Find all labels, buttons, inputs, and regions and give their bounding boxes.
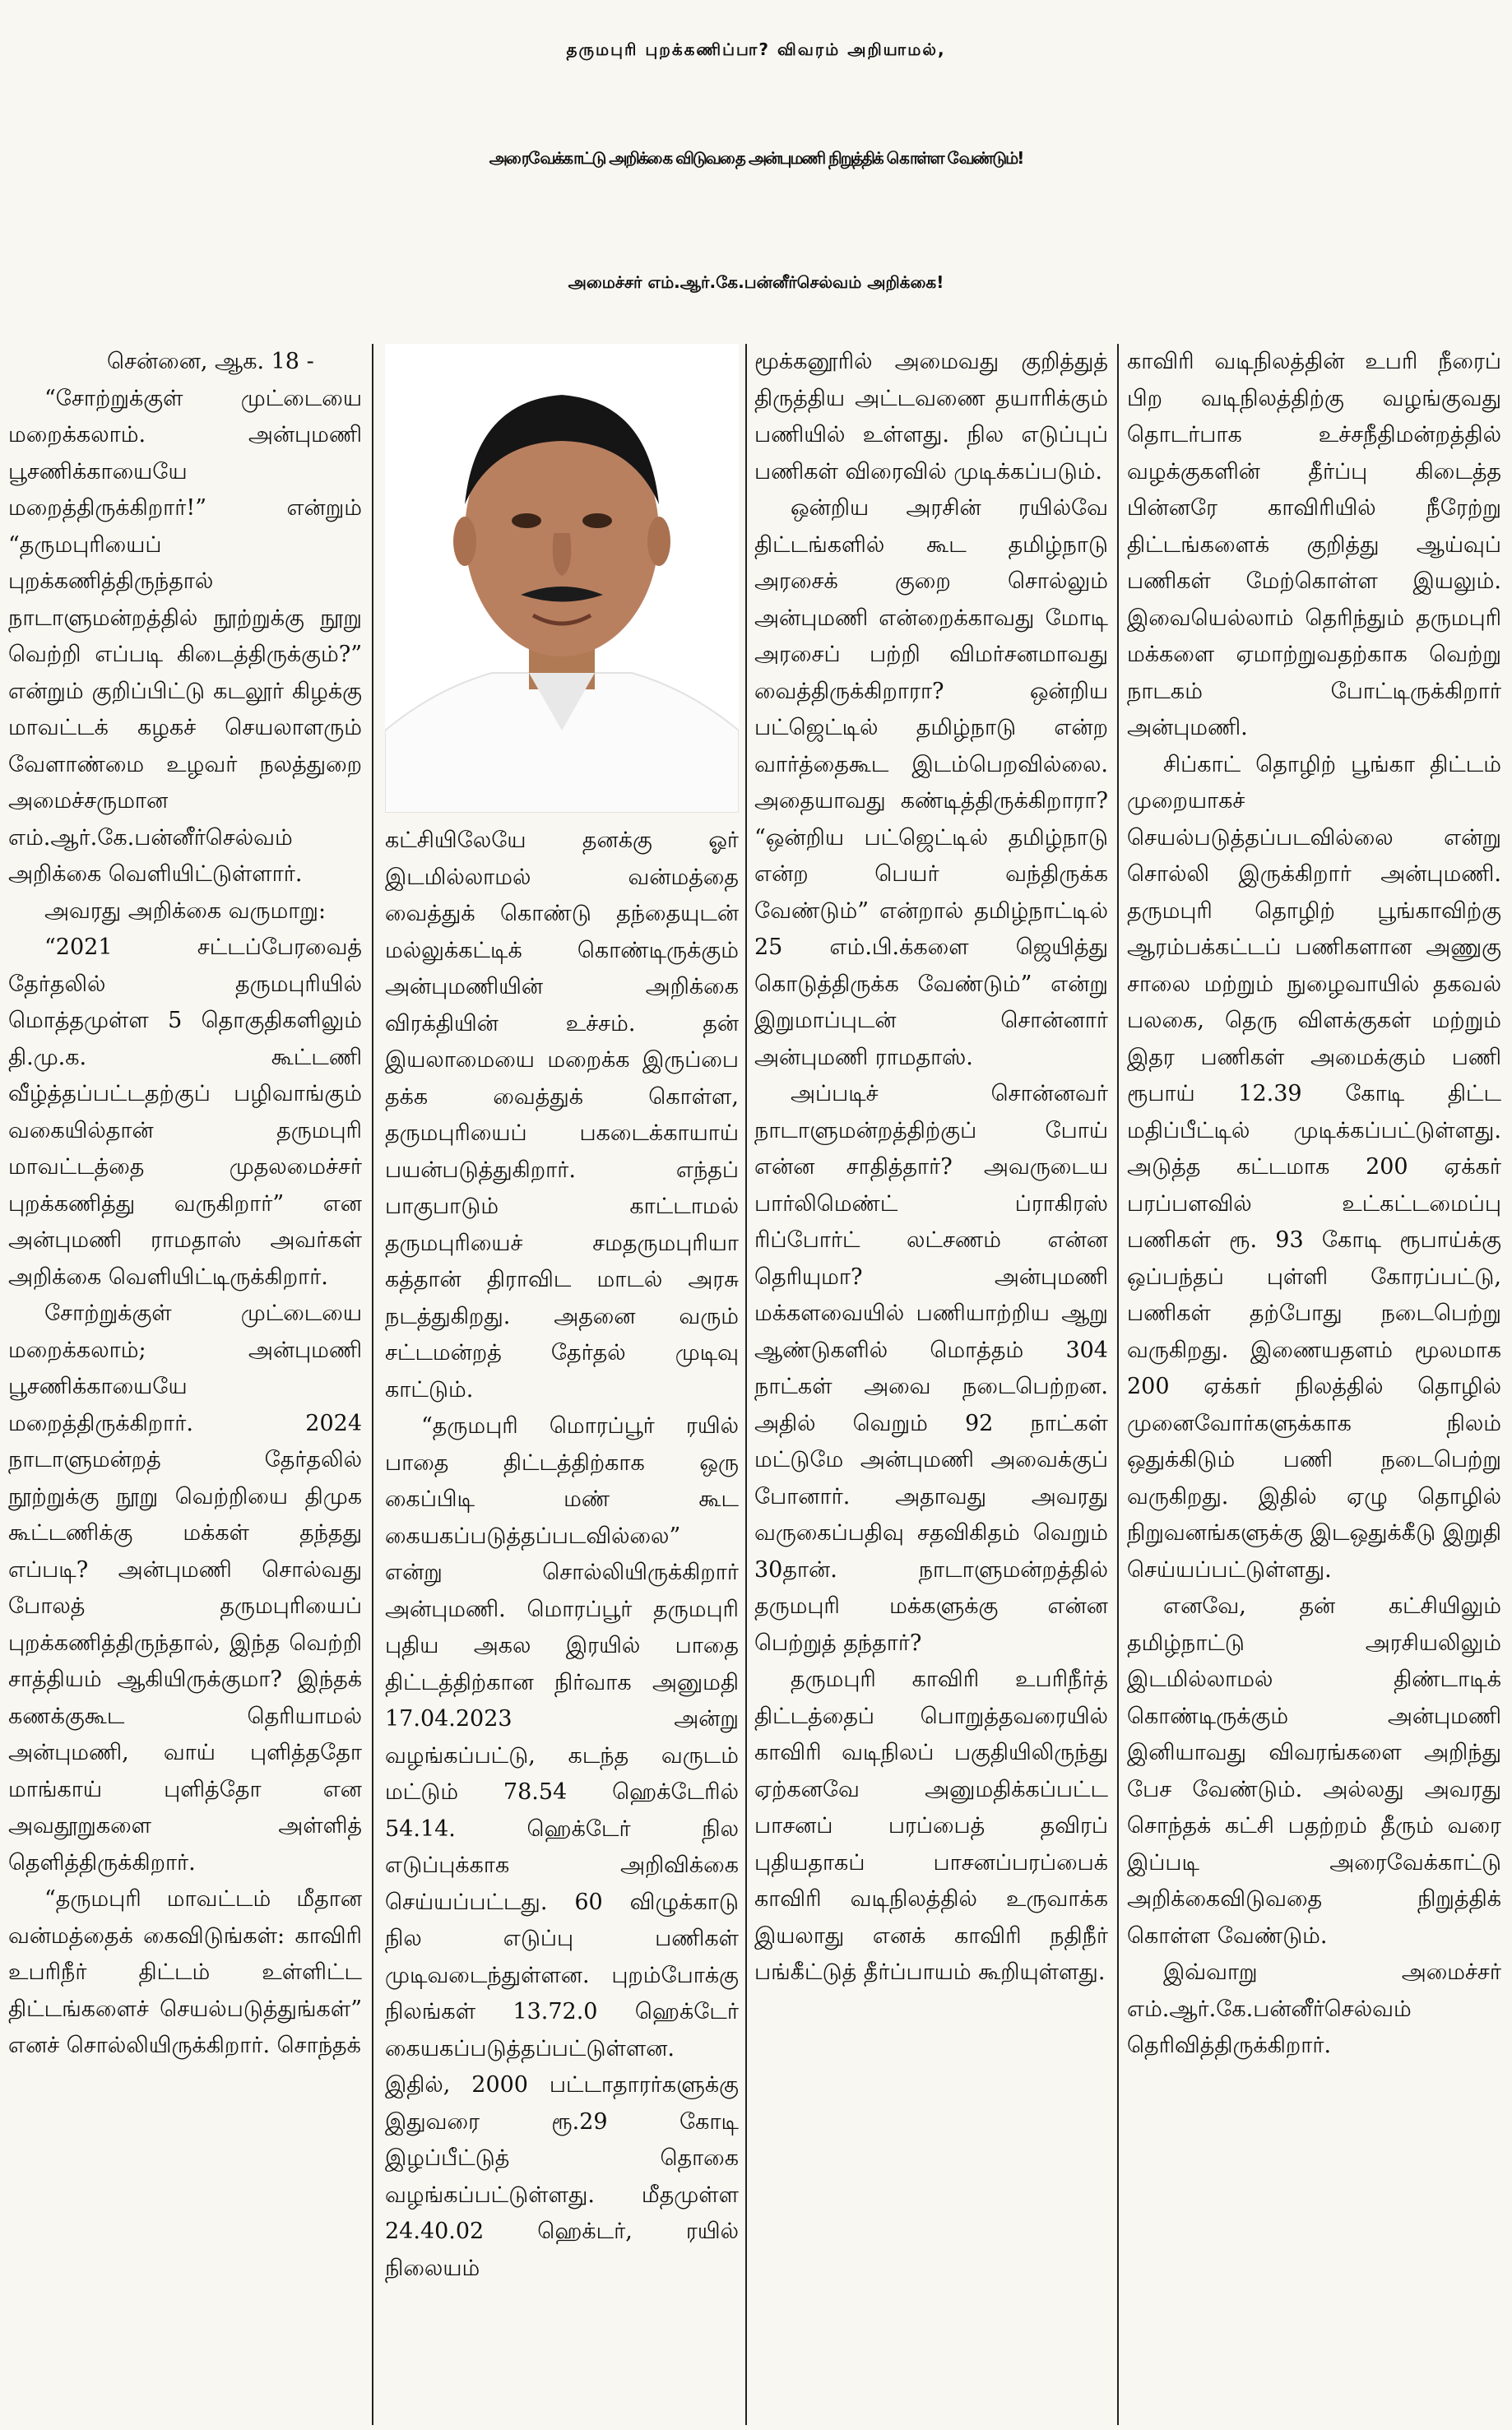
paragraph: அவரது அறிக்கை வருமாறு: [44, 897, 327, 924]
article-column-3 [754, 344, 1108, 2425]
paragraph: கட்சியிலேயே தனக்கு ஓர் இடமில்லாமல் வன்மத்தை வைத்துக் கொண்டு தந்தையுடன் மல்லுக்கட்டிக் கொண்டிருக்கும் அன்புமணியின் அறிக்கை விரக்தியின் உச்சம். தன் இயலாமையை மறைக்க இருப்பை தக்க வைத்துக் கொள்ள, தருமபுரியைப் பகடைக்காயாய் பயன்படுத்துகிறார். எந்தப் பாகுபாடும் காட்டாமல் தருமபுரியைச் சமதருமபுரியா கத்தான் திராவிட மாடல் அரசு நடத்துகிறது. அதனை வரும் சட்டமன்றத் தேர்தல் முடிவு காட்டும். [385, 828, 739, 1403]
paragraph: “தருமபுரி மொரப்பூர் ரயில் பாதை திட்டத்திற்காக ஒரு கைப்பிடி மண் கூட கையகப்படுத்தப்படவில்லை” என்று சொல்லியிருக்கிறார் அன்புமணி. மொரப்பூர் தருமபுரி புதிய அகல இரயில் பாதை திட்டத்திற்கான நிர்வாக அனுமதி 17.04.2023 அன்று வழங்கப்பட்டு, கடந்த வருடம் மட்டும் 78.54 ஹெக்டேரில் 54.14. ஹெக்டேர் நில எடுப்புக்காக அறிவிக்கை செய்யப்பட்டது. 60 விழுக்காடு நில எடுப்பு பணிகள் முடிவடைந்துள்ளன. புறம்போக்கு நிலங்கள் 13.72.0 ஹெக்டேர் கையகப்படுத்தப்பட்டுள்ளன. இதில், 2000 பட்டாதாரர்களுக்கு இதுவரை ரூ.29 கோடி இழப்பீட்டுத் தொகை வழங்கப்பட்டுள்ளது. மீதமுள்ள 24.40.02 ஹெக்டர், ரயில் நிலையம் [385, 1413, 739, 2281]
paragraph: “தருமபுரி மாவட்டம் மீதான வன்மத்தைக் கைவிடுங்கள்: காவிரி உபரிநீர் திட்டம் உள்ளிட்ட திட்டங்களைச் செயல்படுத்துங்கள்” எனச் சொல்லியிருக்கிறார். சொந்தக் [8, 1886, 362, 2058]
paragraph: “2021 சட்டப்பேரவைத் தேர்தலில் தருமபுரியில் மொத்தமுள்ள 5 தொகுதிகளிலும் தி.மு.க. கூட்டணி வீழ்த்தப்பட்டதற்குப் பழிவாங்கும் வகையில்தான் தருமபுரி மாவட்டத்தை முதலமைச்சர் புறக்கணித்து வருகிறார்” என அன்புமணி ராமதாஸ் அவர்கள் அறிக்கை வெளியிட்டிருக்கிறார். [8, 934, 362, 1290]
article-column-1 [8, 344, 362, 2425]
paragraph: ஒன்றிய அரசின் ரயில்வே திட்டங்களில் கூட தமிழ்நாடு அரசைக் குறை சொல்லும் அன்புமணி என்றைக்காவது மோடி அரசைப் பற்றி விமர்சனமாவது வைத்திருக்கிறாரா? ஒன்றிய பட்ஜெட்டில் தமிழ்நாடு என்ற வார்த்தைகூட இடம்பெறவில்லை. அதையாவது கண்டித்திருக்கிறாரா? “ஒன்றிய பட்ஜெட்டில் தமிழ்நாடு என்ற பெயர் வந்திருக்க வேண்டும்” என்றால் தமிழ்நாட்டில் 25 எம்.பி.க்களை ஜெயித்து கொடுத்திருக்க வேண்டும்” என்று இறுமாப்புடன் சொன்னார் அன்புமணி ராமதாஸ். [754, 495, 1108, 1070]
paragraph: தருமபுரி காவிரி உபரிநீர்த் திட்டத்தைப் பொறுத்தவரையில் காவிரி வடிநிலப் பகுதியிலிருந்து ஏற்கனவே அனுமதிக்கப்பட்ட பாசனப் பரப்பைத் தவிரப் புதியதாகப் பாசனப்பரப்பைக் காவிரி வடிநிலத்தில் உருவாக்க இயலாது எனக் காவிரி நதிநீர் பங்கீட்டுத் தீர்ப்பாயம் கூறியுள்ளது. [754, 1667, 1108, 1985]
dateline: சென்னை, ஆக. 18 - [107, 349, 314, 374]
paragraph: “சோற்றுக்குள் முட்டையை மறைக்கலாம். அன்புமணி பூசணிக்காயையே மறைத்திருக்கிறார்!” என்றும் “தருமபுரியைப் புறக்கணித்திருந்தால் நாடாளுமன்றத்தில் நூற்றுக்கு நூறு வெற்றி எப்படி கிடைத்திருக்கும்?” என்றும் குறிப்பிட்டு கடலூர் கிழக்கு மாவட்டக் கழகச் செயலாளரும் வேளாண்மை உழவர் நலத்துறை அமைச்சருமான எம்.ஆர்.கே.பன்னீர்செல்வம் அறிக்கை வெளியிட்டுள்ளார். [8, 385, 362, 887]
portrait-image [385, 344, 739, 813]
paragraph: அப்படிச் சொன்னவர் நாடாளுமன்றத்திற்குப் போய் என்ன சாதித்தார்? அவருடைய பார்லிமெண்ட் ப்ராகிரஸ் ரிப்போர்ட் லட்சணம் என்ன தெரியுமா? அன்புமணி மக்களவையில் பணியாற்றிய ஆறு ஆண்டுகளில் மொத்தம் 304 நாட்கள் அவை நடைபெற்றன. அதில் வெறும் 92 நாட்கள் மட்டுமே அன்புமணி அவைக்குப் போனார். அதாவது அவரது வருகைப்பதிவு சதவிகிதம் வெறும் 30தான். நாடாளுமன்றத்தில் தருமபுரி மக்களுக்கு என்ன பெற்றுத் தந்தார்? [754, 1081, 1108, 1656]
article-column-4 [1127, 344, 1501, 2425]
paragraph: எனவே, தன் கட்சியிலும் தமிழ்நாட்டு அரசியலிலும் இடமில்லாமல் திண்டாடிக் கொண்டிருக்கும் அன்புமணி இனியாவது விவரங்களை அறிந்து பேச வேண்டும். அல்லது அவரது சொந்தக் கட்சி பதற்றம் தீரும் வரை இப்படி அரைவேக்காட்டு அறிக்கைவிடுவதை நிறுத்திக் கொள்ள வேண்டும். [1127, 1593, 1501, 1949]
minister-photo [385, 344, 739, 813]
column-divider [372, 344, 373, 2425]
paragraph: மூக்கனூரில் அமைவது குறித்துத் திருத்திய அட்டவணை தயாரிக்கும் பணியில் உள்ளது. நில எடுப்புப் பணிகள் விரைவில் முடிக்கப்படும். [754, 349, 1108, 485]
paragraph: காவிரி வடிநிலத்தின் உபரி நீரைப் பிற வடிநிலத்திற்கு வழங்குவது தொடர்பாக உச்சநீதிமன்றத்தில் வழக்குகளின் தீர்ப்பு கிடைத்த பின்னரே காவிரியில் நீரேற்று திட்டங்களைக் குறித்து ஆய்வுப் பணிகள் மேற்கொள்ள இயலும். இவையெல்லாம் தெரிந்தும் தருமபுரி மக்களை ஏமாற்றுவதற்காக வெற்று நாடகம் போட்டிருக்கிறார் அன்புமணி. [1127, 349, 1501, 740]
paragraph: சிப்காட் தொழிற் பூங்கா திட்டம் முறையாகச் செயல்படுத்தப்படவில்லை என்று சொல்லி இருக்கிறார் அன்புமணி. தருமபுரி தொழிற் பூங்காவிற்கு ஆரம்பக்கட்டப் பணிகளான அணுகு சாலை மற்றும் நுழைவாயில் தகவல் பலகை, தெரு விளக்குகள் மற்றும் இதர பணிகள் அமைக்கும் பணி ரூபாய் 12.39 கோடி திட்ட மதிப்பீட்டில் முடிக்கப்பட்டுள்ளது. அடுத்த கட்டமாக 200 ஏக்கர் பரப்பளவில் உட்கட்டமைப்பு பணிகள் ரூ. 93 கோடி ரூபாய்க்கு ஒப்பந்தப் புள்ளி கோரப்பட்டு, பணிகள் தற்போது நடைபெற்று வருகிறது. இணையதளம் மூலமாக 200 ஏக்கர் நிலத்தில் தொழில் முனைவோர்களுக்காக நிலம் ஒதுக்கிடும் பணி நடைபெற்று வருகிறது. இதில் ஏழு தொழில் நிறுவனங்களுக்கு இடஒதுக்கீடு இறுதி செய்யப்பட்டுள்ளது. [1127, 751, 1501, 1583]
headline-line-2: அரைவேக்காட்டு அறிக்கை விடுவதை அன்புமணி நிறுத்திக் கொள்ள வேண்டும்! [489, 148, 1023, 168]
paragraph: இவ்வாறு அமைச்சர் எம்.ஆர்.கே.பன்னீர்செல்வம் தெரிவித்திருக்கிறார். [1127, 1959, 1501, 2058]
paragraph: சோற்றுக்குள் முட்டையை மறைக்கலாம்; அன்புமணி பூசணிக்காயையே மறைத்திருக்கிறார். 2024 நாடாளுமன்றத் தேர்தலில் நூற்றுக்கு நூறு வெற்றியை திமுக கூட்டணிக்கு மக்கள் தந்தது எப்படி? அன்புமணி சொல்வது போலத் தருமபுரியைப் புறக்கணித்திருந்தால், இந்த வெற்றி சாத்தியம் ஆகியிருக்குமா? இந்தக் கணக்குகூட தெரியாமல் அன்புமணி, வாய் புளித்ததோ மாங்காய் புளித்தோ என அவதூறுகளை அள்ளித் தெளித்திருக்கிறார். [8, 1301, 362, 1876]
column-divider [1117, 344, 1119, 2425]
headline-line-1: தருமபுரி புறக்கணிப்பா? விவரம் அறியாமல், [566, 39, 946, 59]
article-column-2 [385, 823, 739, 2427]
column-divider [745, 344, 747, 2425]
headline-line-3: அமைச்சர் எம்.ஆர்.கே.பன்னீர்செல்வம் அறிக்கை! [568, 272, 944, 292]
